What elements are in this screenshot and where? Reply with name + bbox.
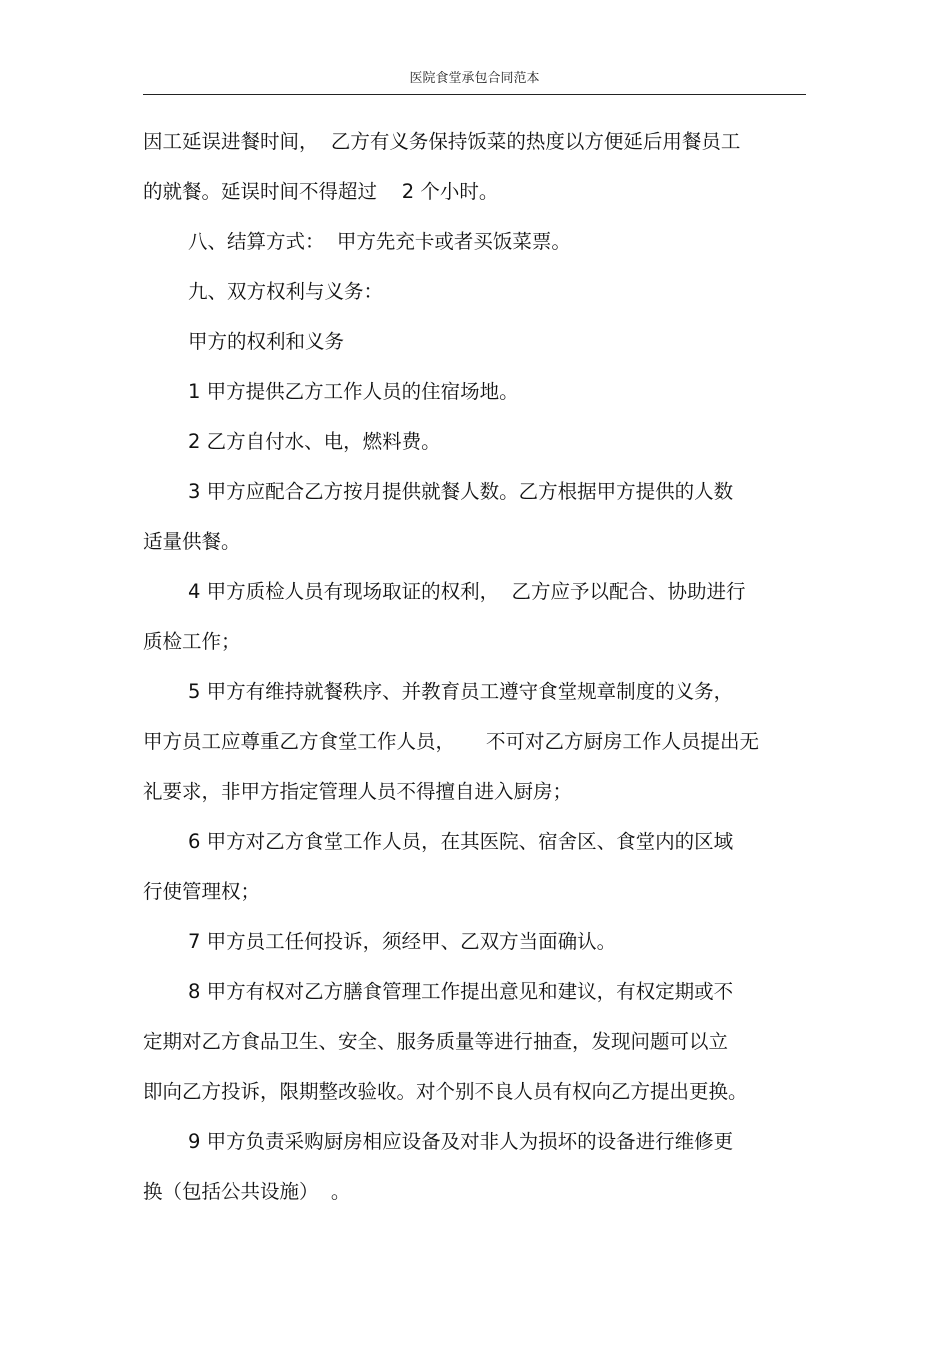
paragraph-line: 礼要求，非甲方指定管理人员不得擅自进入厨房；	[143, 780, 573, 803]
paragraph-line: 九、双方权利与义务：	[188, 280, 384, 303]
paragraph-line: 因工延误进餐时间， 乙方有义务保持饭菜的热度以方便延后用餐员工	[143, 130, 741, 153]
paragraph-line: 8 甲方有权对乙方膳食管理工作提出意见和建议，有权定期或不	[188, 980, 734, 1003]
paragraph-line: 换（包括公共设施） 。	[143, 1180, 351, 1203]
paragraph-line: 八、结算方式： 甲方先充卡或者买饭菜票。	[188, 230, 571, 253]
paragraph-line: 1 甲方提供乙方工作人员的住宿场地。	[188, 380, 519, 403]
paragraph-line: 即向乙方投诉，限期整改验收。对个别不良人员有权向乙方提出更换。	[143, 1080, 748, 1103]
paragraph-line: 甲方员工应尊重乙方食堂工作人员， 不可对乙方厨房工作人员提出无	[143, 730, 759, 753]
paragraph-line: 适量供餐。	[143, 530, 241, 553]
paragraph-line: 的就餐。延误时间不得超过 2 个小时。	[143, 180, 499, 203]
paragraph-line: 6 甲方对乙方食堂工作人员，在其医院、宿舍区、食堂内的区域	[188, 830, 734, 853]
page-header	[143, 68, 806, 95]
paragraph-line: 甲方的权利和义务	[188, 330, 345, 353]
header-title: 医院食堂承包合同范本	[409, 71, 540, 86]
document-body	[143, 117, 808, 1217]
paragraph-line: 质检工作；	[143, 630, 241, 653]
paragraph-line: 9 甲方负责采购厨房相应设备及对非人为损坏的设备进行维修更	[188, 1130, 734, 1153]
paragraph-line: 4 甲方质检人员有现场取证的权利， 乙方应予以配合、协助进行	[188, 580, 746, 603]
paragraph-line: 5 甲方有维持就餐秩序、并教育员工遵守食堂规章制度的义务，	[188, 680, 734, 703]
paragraph-line: 3 甲方应配合乙方按月提供就餐人数。乙方根据甲方提供的人数	[188, 480, 734, 503]
paragraph-line: 2 乙方自付水、电，燃料费。	[188, 430, 441, 453]
paragraph-line: 行使管理权；	[143, 880, 261, 903]
paragraph-line: 定期对乙方食品卫生、安全、服务质量等进行抽查，发现问题可以立	[143, 1030, 729, 1053]
paragraph-line: 7 甲方员工任何投诉，须经甲、乙双方当面确认。	[188, 930, 617, 953]
